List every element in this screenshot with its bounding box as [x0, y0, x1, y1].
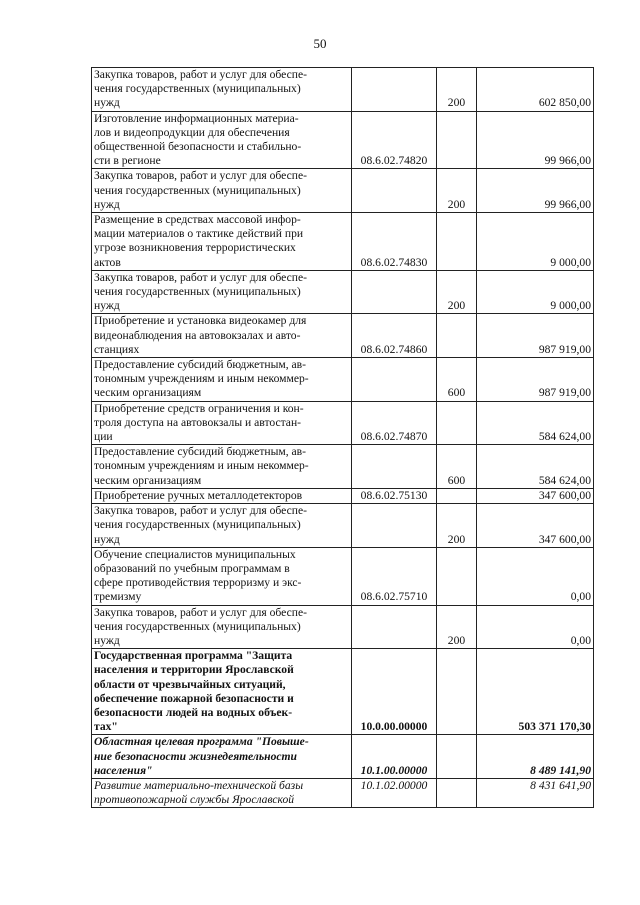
table-row — [92, 504, 594, 548]
row-sum-cell: 0,00 — [477, 605, 594, 649]
row-code-cell: 10.0.00.00000 — [352, 649, 437, 735]
row-sum-cell: 347 600,00 — [477, 488, 594, 503]
table-row — [92, 270, 594, 314]
row-expense-type-cell — [437, 547, 477, 605]
row-expense-type-cell: 600 — [437, 445, 477, 489]
row-code-cell: 08.6.02.75130 — [352, 488, 437, 503]
row-name-cell: Государственная программа "Защита населения и территории Ярославской области от чрезвычайных ситуаций, обеспечение пожарной безопасности и безопасности людей на водных объек- тах" — [92, 649, 352, 735]
row-expense-type-cell — [437, 401, 477, 445]
table-row — [92, 547, 594, 605]
page-number: 50 — [313, 36, 327, 51]
row-name-cell: Приобретение и установка видеокамер для видеонаблюдения на автовокзалах и авто- станциях — [92, 314, 352, 358]
budget-table — [91, 67, 594, 808]
row-sum-cell: 602 850,00 — [477, 68, 594, 112]
row-code-cell — [352, 504, 437, 548]
row-sum-cell: 0,00 — [477, 547, 594, 605]
row-sum-cell: 347 600,00 — [477, 504, 594, 548]
row-code-cell — [352, 445, 437, 489]
row-name-cell: Приобретение ручных металлодетекторов — [92, 488, 352, 503]
row-name-cell: Обучение специалистов муниципальных образований по учебным программам в сфере противодействия терроризму и экс- тремизму — [92, 547, 352, 605]
budget-table-body — [92, 68, 594, 808]
row-expense-type-cell: 200 — [437, 605, 477, 649]
table-row — [92, 605, 594, 649]
row-name-cell: Приобретение средств ограничения и кон- троля доступа на автовокзалы и автостан- ции — [92, 401, 352, 445]
row-code-cell — [352, 68, 437, 112]
table-row — [92, 649, 594, 735]
row-expense-type-cell — [437, 649, 477, 735]
row-name-cell: Размещение в средствах массовой инфор- мации материалов о тактике действий при угрозе возникновения террористических актов — [92, 213, 352, 271]
row-sum-cell: 987 919,00 — [477, 358, 594, 402]
row-code-cell: 08.6.02.74820 — [352, 111, 437, 169]
row-name-cell: Закупка товаров, работ и услуг для обеспе- чения государственных (муниципальных) нужд — [92, 68, 352, 112]
row-name-cell: Закупка товаров, работ и услуг для обеспе- чения государственных (муниципальных) нужд — [92, 504, 352, 548]
row-code-cell: 08.6.02.75710 — [352, 547, 437, 605]
row-sum-cell: 584 624,00 — [477, 445, 594, 489]
row-expense-type-cell — [437, 111, 477, 169]
row-name-cell: Предоставление субсидий бюджетным, ав- тономным учреждениям и иным некоммер- ческим организациям — [92, 358, 352, 402]
row-sum-cell: 8 431 641,90 — [477, 778, 594, 807]
row-sum-cell: 503 371 170,30 — [477, 649, 594, 735]
row-name-cell: Областная целевая программа "Повыше- ние безопасности жизнедеятельности населения" — [92, 735, 352, 779]
row-sum-cell: 8 489 141,90 — [477, 735, 594, 779]
row-name-cell: Закупка товаров, работ и услуг для обеспе- чения государственных (муниципальных) нужд — [92, 270, 352, 314]
row-code-cell — [352, 605, 437, 649]
row-name-cell: Предоставление субсидий бюджетным, ав- тономным учреждениям и иным некоммер- ческим организациям — [92, 445, 352, 489]
row-code-cell — [352, 270, 437, 314]
table-row — [92, 213, 594, 271]
table-row — [92, 169, 594, 213]
row-expense-type-cell — [437, 488, 477, 503]
row-expense-type-cell: 200 — [437, 68, 477, 112]
table-row — [92, 488, 594, 503]
row-code-cell — [352, 358, 437, 402]
table-row — [92, 314, 594, 358]
row-code-cell: 08.6.02.74870 — [352, 401, 437, 445]
table-row — [92, 358, 594, 402]
row-expense-type-cell — [437, 213, 477, 271]
row-sum-cell: 987 919,00 — [477, 314, 594, 358]
row-expense-type-cell: 200 — [437, 169, 477, 213]
row-sum-cell: 9 000,00 — [477, 270, 594, 314]
row-sum-cell: 584 624,00 — [477, 401, 594, 445]
row-code-cell: 08.6.02.74830 — [352, 213, 437, 271]
table-row — [92, 778, 594, 807]
row-name-cell: Закупка товаров, работ и услуг для обеспе- чения государственных (муниципальных) нужд — [92, 605, 352, 649]
table-row — [92, 445, 594, 489]
row-sum-cell: 99 966,00 — [477, 111, 594, 169]
row-sum-cell: 9 000,00 — [477, 213, 594, 271]
row-code-cell: 10.1.00.00000 — [352, 735, 437, 779]
row-code-cell: 08.6.02.74860 — [352, 314, 437, 358]
row-code-cell: 10.1.02.00000 — [352, 778, 437, 807]
table-row — [92, 111, 594, 169]
row-expense-type-cell: 600 — [437, 358, 477, 402]
table-row — [92, 735, 594, 779]
row-code-cell — [352, 169, 437, 213]
row-expense-type-cell — [437, 314, 477, 358]
row-name-cell: Развитие материально-технической базы противопожарной службы Ярославской — [92, 778, 352, 807]
row-expense-type-cell: 200 — [437, 270, 477, 314]
row-name-cell: Закупка товаров, работ и услуг для обеспе- чения государственных (муниципальных) нужд — [92, 169, 352, 213]
row-expense-type-cell — [437, 735, 477, 779]
row-sum-cell: 99 966,00 — [477, 169, 594, 213]
row-expense-type-cell — [437, 778, 477, 807]
row-name-cell: Изготовление информационных материа- лов и видеопродукции для обеспечения общественной безопасности и стабильно- сти в регионе — [92, 111, 352, 169]
table-row — [92, 68, 594, 112]
row-expense-type-cell: 200 — [437, 504, 477, 548]
table-row — [92, 401, 594, 445]
